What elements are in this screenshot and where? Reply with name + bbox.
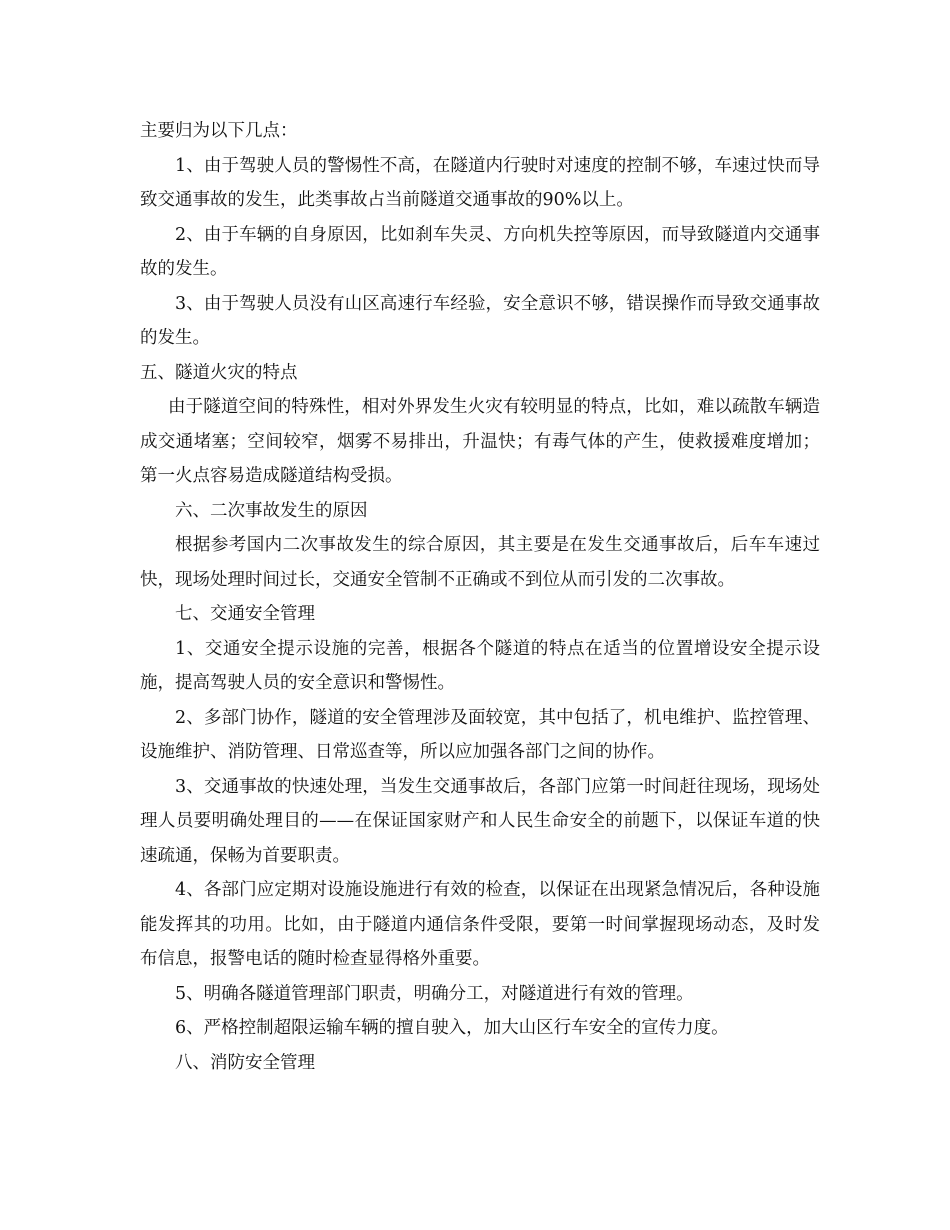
section-heading-5: 五、隧道火灾的特点 (140, 362, 298, 383)
traffic-item-6: 6、严格控制超限运输车辆的擅自驶入，加大山区行车安全的宣传力度。 (175, 1018, 729, 1038)
fire-characteristics-paragraph: 由于隧道空间的特殊性，相对外界发生火灾有较明显的特点，比如，难以疏散车辆造成交通堵塞；空间较窄，烟雾不易排出，升温快；有毒气体的产生，使救援难度增加；第一火点容易造成隧道结构受损。 (140, 397, 820, 486)
traffic-item-1: 1、交通安全提示设施的完善，根据各个隧道的特点在适当的位置增设安全提示设施，提高驾驶人员的安全意识和警惕性。 (140, 638, 820, 693)
secondary-accident-paragraph: 根据参考国内二次事故发生的综合原因，其主要是在发生交通事故后，后车车速过快，现场处理时间过长，交通安全管制不正确或不到位从而引发的二次事故。 (140, 535, 820, 590)
section-heading-6: 六、二次事故发生的原因 (175, 500, 368, 521)
cause-item-2: 2、由于车辆的自身原因，比如刹车失灵、方向机失控等原因，而导致隧道内交通事故的发生。 (140, 224, 820, 279)
traffic-item-3: 3、交通事故的快速处理，当发生交通事故后，各部门应第一时间赶往现场，现场处理人员要明确处理目的——在保证国家财产和人民生命安全的前题下，以保证车道的快速疏通，保畅为首要职责。 (140, 776, 820, 866)
cause-item-3: 3、由于驾驶人员没有山区高速行车经验，安全意识不够，错误操作而导致交通事故的发生。 (140, 293, 820, 348)
cause-item-1: 1、由于驾驶人员的警惕性不高，在隧道内行驶时对速度的控制不够，车速过快而导致交通事故的发生，此类事故占当前隧道交通事故的90%以上。 (140, 155, 820, 210)
traffic-item-2: 2、多部门协作，隧道的安全管理涉及面较宽，其中包括了，机电维护、监控管理、设施维护、消防管理、日常巡查等，所以应加强各部门之间的协作。 (140, 707, 820, 762)
intro-line: 主要归为以下几点： (140, 121, 298, 141)
section-heading-7: 七、交通安全管理 (175, 604, 315, 624)
section-heading-8: 八、消防安全管理 (175, 1052, 315, 1073)
traffic-item-5: 5、明确各隧道管理部门职责，明确分工，对隧道进行有效的管理。 (175, 983, 694, 1004)
document-body (140, 114, 820, 1080)
traffic-item-4: 4、各部门应定期对设施设施进行有效的检查，以保证在出现紧急情况后，各种设施能发挥其的功用。比如，由于隧道内通信条件受限，要第一时间掌握现场动态，及时发布信息，报警电话的随时检查显得格外重要。 (140, 880, 820, 969)
